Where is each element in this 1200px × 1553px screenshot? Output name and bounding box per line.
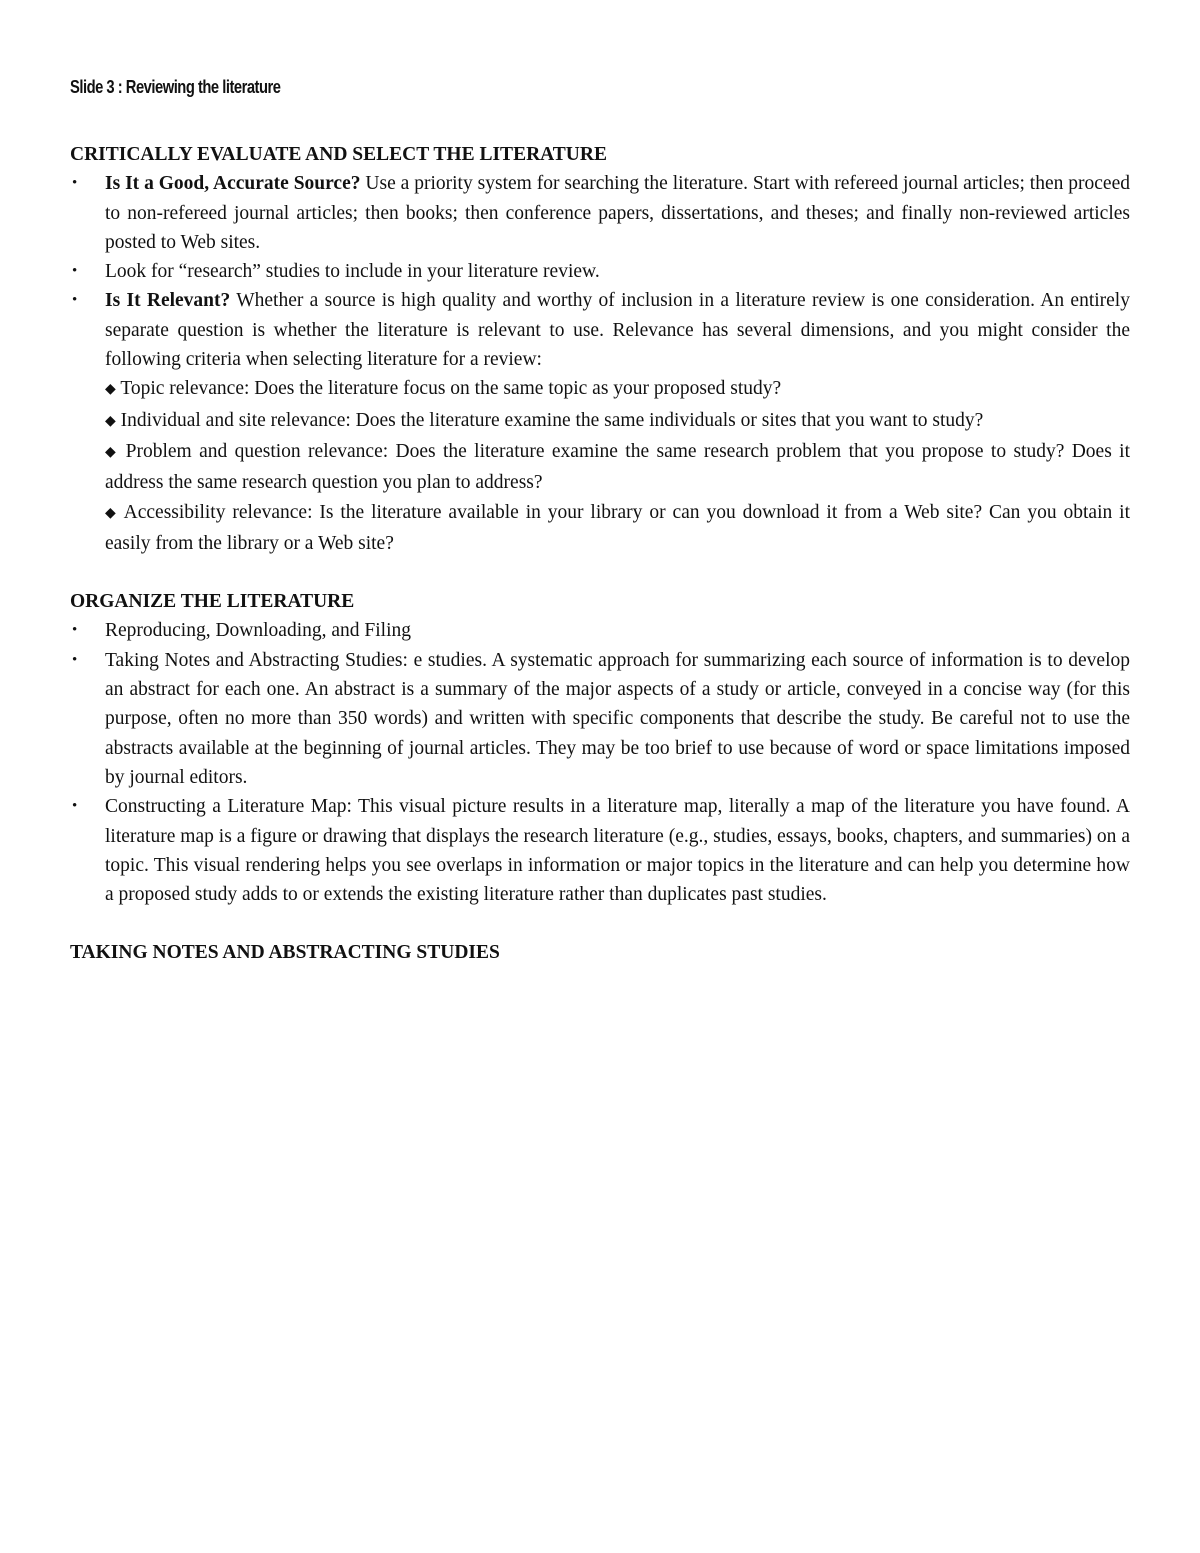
relevance-paragraph: [105, 286, 1130, 374]
bullet-text: Use a priority system for searching the literature. Start with refereed journal articles; then proceed to non-refereed journal articles; then books; then conference papers, dissertations, and theses; and finally non-reviewed articles posted to Web sites.: [105, 173, 1130, 253]
list-item: [70, 616, 1130, 645]
list-item: [70, 286, 1130, 558]
criterion-text: Individual and site relevance: Does the literature examine the same individuals or sites that you want to study?: [120, 409, 984, 431]
diamond-icon: ◆: [105, 382, 116, 398]
criterion-item: [105, 374, 1130, 405]
bullet-icon: •: [72, 292, 78, 309]
bullet-text: Taking Notes and Abstracting Studies: e studies. A systematic approach for summarizing each source of information is to develop an abstract for each one. An abstract is a summary of the major aspects of a study or article, conveyed in a concise way (for this purpose, often no more than 350 words) and written with specific components that describe the study. Be careful not to use the abstracts available at the beginning of journal articles. They may be too brief to use because of word or space limitations imposed by journal editors.: [105, 649, 1130, 788]
document-page: [70, 74, 1130, 968]
diamond-icon: ◆: [105, 505, 118, 521]
bullet-icon: •: [72, 798, 78, 815]
section-heading-evaluate: CRITICALLY EVALUATE AND SELECT THE LITERATURE: [70, 144, 607, 165]
criterion-text: Problem and question relevance: Does the literature examine the same research problem that you propose to study? Does it address the same research question you plan to address?: [105, 440, 1130, 494]
bullet-lead: Is It a Good, Accurate Source?: [105, 173, 361, 195]
bullet-text: Constructing a Literature Map: This visual picture results in a literature map, literally a map of the literature you have found. A literature map is a figure or drawing that displays the research literature (e.g., studies, essays, books, chapters, and summaries) on a topic. This visual rendering helps you see overlaps in information or major topics in the literature and can help you determine how a proposed study adds to or extends the existing literature rather than duplicates past studies.: [105, 796, 1130, 906]
bullet-icon: •: [72, 651, 78, 668]
bullet-icon: •: [72, 263, 78, 280]
bullet-icon: •: [72, 175, 78, 192]
diamond-icon: ◆: [105, 413, 116, 429]
slide-title: Slide 3 : Reviewing the literature: [70, 77, 281, 97]
bullet-lead: Is It Relevant?: [105, 290, 231, 312]
list-item: [70, 646, 1130, 792]
criterion-item: [105, 498, 1130, 559]
list-item: [70, 257, 1130, 286]
bullet-text: Whether a source is high quality and worthy of inclusion in a literature review is one consideration. An entirely separate question is whether the literature is relevant to use. Relevance has several dimensions, and you might consider the following criteria when selecting literature for a review:: [105, 290, 1130, 371]
bullet-icon: •: [72, 622, 78, 639]
bullet-text: Look for “research” studies to include in your literature review.: [105, 261, 600, 283]
criterion-text: Accessibility relevance: Is the literature available in your library or can you download it from a Web site? Can you obtain it easily from the library or a Web site?: [105, 501, 1130, 554]
diamond-icon: ◆: [105, 444, 119, 460]
bullet-text: Reproducing, Downloading, and Filing: [105, 620, 412, 642]
criterion-text: Topic relevance: Does the literature focus on the same topic as your proposed study?: [120, 378, 782, 400]
organize-bullet-list: [70, 616, 1130, 909]
evaluate-bullet-list: [70, 169, 1130, 558]
list-item: [70, 169, 1130, 257]
section-heading-organize: ORGANIZE THE LITERATURE: [70, 591, 355, 613]
criterion-item: [105, 437, 1130, 498]
criterion-item: [105, 406, 1130, 437]
section-heading-taking-notes: TAKING NOTES AND ABSTRACTING STUDIES: [70, 942, 500, 964]
list-item: [70, 792, 1130, 909]
